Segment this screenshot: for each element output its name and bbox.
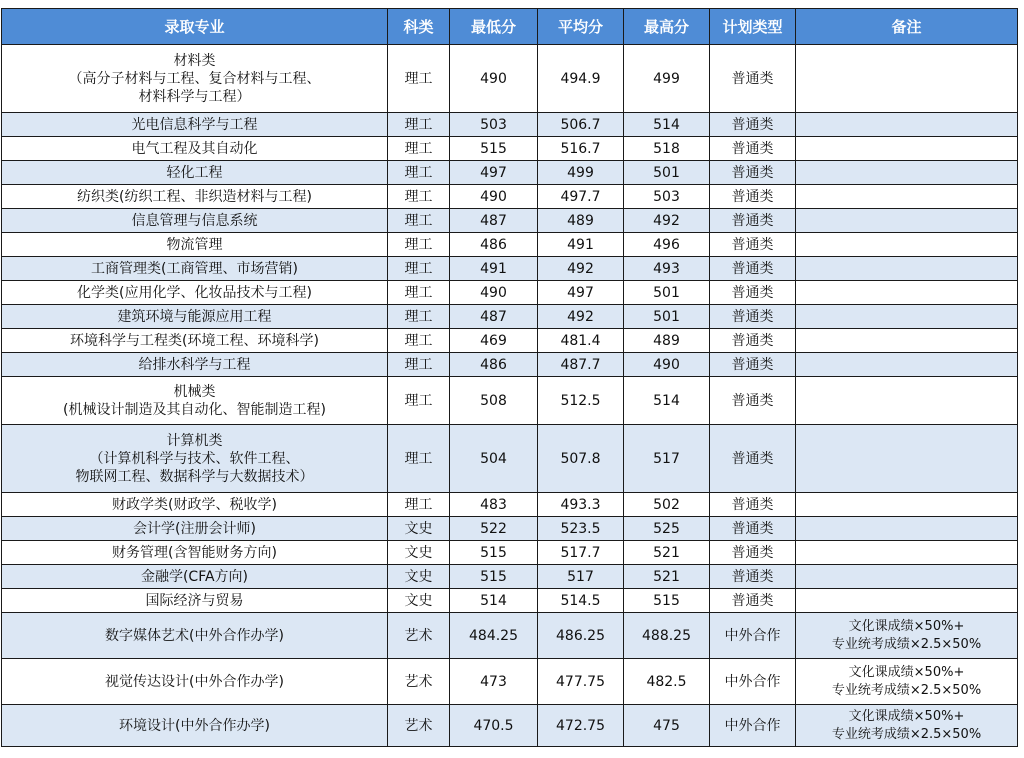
max-score-cell: 492	[624, 209, 710, 233]
table-row	[2, 233, 1018, 257]
category-cell: 理工	[388, 233, 450, 257]
major-cell: 光电信息科学与工程	[2, 113, 388, 137]
major-cell: 电气工程及其自动化	[2, 137, 388, 161]
max-score-cell: 501	[624, 161, 710, 185]
category-cell: 文史	[388, 589, 450, 613]
min-score-cell: 515	[450, 541, 538, 565]
table-row	[2, 659, 1018, 705]
major-cell: 建筑环境与能源应用工程	[2, 305, 388, 329]
avg-score-cell: 481.4	[538, 329, 624, 353]
major-cell: 环境科学与工程类(环境工程、环境科学)	[2, 329, 388, 353]
category-cell: 艺术	[388, 613, 450, 659]
table-row	[2, 113, 1018, 137]
min-score-cell: 490	[450, 281, 538, 305]
header-plan-type: 计划类型	[710, 9, 796, 45]
avg-score-cell: 487.7	[538, 353, 624, 377]
major-cell: 会计学(注册会计师)	[2, 517, 388, 541]
table-row	[2, 589, 1018, 613]
category-cell: 理工	[388, 185, 450, 209]
avg-score-cell: 489	[538, 209, 624, 233]
avg-score-cell: 514.5	[538, 589, 624, 613]
major-cell: 给排水科学与工程	[2, 353, 388, 377]
category-cell: 理工	[388, 137, 450, 161]
min-score-cell: 470.5	[450, 705, 538, 747]
max-score-cell: 499	[624, 45, 710, 113]
avg-score-cell: 523.5	[538, 517, 624, 541]
avg-score-cell: 493.3	[538, 493, 624, 517]
major-cell: 金融学(CFA方向)	[2, 565, 388, 589]
major-cell: 机械类 (机械设计制造及其自动化、智能制造工程)	[2, 377, 388, 425]
major-cell: 财政学类(财政学、税收学)	[2, 493, 388, 517]
plan-type-cell: 普通类	[710, 425, 796, 493]
note-cell	[796, 113, 1018, 137]
table-row	[2, 209, 1018, 233]
header-category: 科类	[388, 9, 450, 45]
category-cell: 理工	[388, 329, 450, 353]
avg-score-cell: 494.9	[538, 45, 624, 113]
major-cell: 物流管理	[2, 233, 388, 257]
table-row	[2, 185, 1018, 209]
min-score-cell: 503	[450, 113, 538, 137]
table-row	[2, 161, 1018, 185]
major-cell: 国际经济与贸易	[2, 589, 388, 613]
max-score-cell: 475	[624, 705, 710, 747]
max-score-cell: 515	[624, 589, 710, 613]
table-row	[2, 705, 1018, 747]
min-score-cell: 484.25	[450, 613, 538, 659]
category-cell: 艺术	[388, 659, 450, 705]
min-score-cell: 508	[450, 377, 538, 425]
category-cell: 理工	[388, 113, 450, 137]
min-score-cell: 515	[450, 565, 538, 589]
max-score-cell: 518	[624, 137, 710, 161]
avg-score-cell: 497	[538, 281, 624, 305]
plan-type-cell: 普通类	[710, 377, 796, 425]
major-cell: 轻化工程	[2, 161, 388, 185]
header-min-score: 最低分	[450, 9, 538, 45]
avg-score-cell: 492	[538, 257, 624, 281]
min-score-cell: 515	[450, 137, 538, 161]
note-cell: 文化课成绩×50%+ 专业统考成绩×2.5×50%	[796, 705, 1018, 747]
avg-score-cell: 512.5	[538, 377, 624, 425]
avg-score-cell: 492	[538, 305, 624, 329]
note-cell	[796, 305, 1018, 329]
plan-type-cell: 普通类	[710, 565, 796, 589]
plan-type-cell: 普通类	[710, 493, 796, 517]
max-score-cell: 521	[624, 565, 710, 589]
min-score-cell: 486	[450, 353, 538, 377]
plan-type-cell: 普通类	[710, 589, 796, 613]
category-cell: 理工	[388, 281, 450, 305]
plan-type-cell: 普通类	[710, 161, 796, 185]
category-cell: 文史	[388, 517, 450, 541]
avg-score-cell: 472.75	[538, 705, 624, 747]
major-cell: 信息管理与信息系统	[2, 209, 388, 233]
plan-type-cell: 普通类	[710, 517, 796, 541]
avg-score-cell: 497.7	[538, 185, 624, 209]
note-cell	[796, 161, 1018, 185]
avg-score-cell: 517	[538, 565, 624, 589]
max-score-cell: 482.5	[624, 659, 710, 705]
plan-type-cell: 普通类	[710, 185, 796, 209]
note-cell	[796, 493, 1018, 517]
note-cell	[796, 517, 1018, 541]
category-cell: 理工	[388, 353, 450, 377]
plan-type-cell: 中外合作	[710, 613, 796, 659]
avg-score-cell: 506.7	[538, 113, 624, 137]
plan-type-cell: 普通类	[710, 233, 796, 257]
table-row	[2, 613, 1018, 659]
table-row	[2, 137, 1018, 161]
avg-score-cell: 491	[538, 233, 624, 257]
min-score-cell: 469	[450, 329, 538, 353]
note-cell: 文化课成绩×50%+ 专业统考成绩×2.5×50%	[796, 659, 1018, 705]
note-cell: 文化课成绩×50%+ 专业统考成绩×2.5×50%	[796, 613, 1018, 659]
table-row	[2, 353, 1018, 377]
avg-score-cell: 477.75	[538, 659, 624, 705]
max-score-cell: 493	[624, 257, 710, 281]
min-score-cell: 473	[450, 659, 538, 705]
major-cell: 财务管理(含智能财务方向)	[2, 541, 388, 565]
admission-scores-table	[1, 8, 1018, 747]
max-score-cell: 514	[624, 377, 710, 425]
max-score-cell: 503	[624, 185, 710, 209]
note-cell	[796, 137, 1018, 161]
max-score-cell: 489	[624, 329, 710, 353]
major-cell: 环境设计(中外合作办学)	[2, 705, 388, 747]
table-row	[2, 281, 1018, 305]
min-score-cell: 504	[450, 425, 538, 493]
plan-type-cell: 普通类	[710, 305, 796, 329]
min-score-cell: 487	[450, 209, 538, 233]
plan-type-cell: 普通类	[710, 329, 796, 353]
category-cell: 文史	[388, 541, 450, 565]
max-score-cell: 514	[624, 113, 710, 137]
category-cell: 理工	[388, 209, 450, 233]
major-cell: 视觉传达设计(中外合作办学)	[2, 659, 388, 705]
plan-type-cell: 中外合作	[710, 659, 796, 705]
max-score-cell: 502	[624, 493, 710, 517]
min-score-cell: 483	[450, 493, 538, 517]
category-cell: 理工	[388, 161, 450, 185]
plan-type-cell: 普通类	[710, 257, 796, 281]
plan-type-cell: 普通类	[710, 45, 796, 113]
max-score-cell: 501	[624, 305, 710, 329]
header-max-score: 最高分	[624, 9, 710, 45]
category-cell: 文史	[388, 565, 450, 589]
major-cell: 数字媒体艺术(中外合作办学)	[2, 613, 388, 659]
max-score-cell: 490	[624, 353, 710, 377]
major-cell: 计算机类 （计算机科学与技术、软件工程、 物联网工程、数据科学与大数据技术）	[2, 425, 388, 493]
avg-score-cell: 516.7	[538, 137, 624, 161]
min-score-cell: 522	[450, 517, 538, 541]
min-score-cell: 487	[450, 305, 538, 329]
category-cell: 理工	[388, 257, 450, 281]
category-cell: 理工	[388, 425, 450, 493]
category-cell: 艺术	[388, 705, 450, 747]
category-cell: 理工	[388, 493, 450, 517]
min-score-cell: 486	[450, 233, 538, 257]
category-cell: 理工	[388, 45, 450, 113]
table-row	[2, 425, 1018, 493]
header-note: 备注	[796, 9, 1018, 45]
table-row	[2, 565, 1018, 589]
max-score-cell: 517	[624, 425, 710, 493]
avg-score-cell: 517.7	[538, 541, 624, 565]
major-cell: 化学类(应用化学、化妆品技术与工程)	[2, 281, 388, 305]
max-score-cell: 525	[624, 517, 710, 541]
max-score-cell: 521	[624, 541, 710, 565]
note-cell	[796, 377, 1018, 425]
note-cell	[796, 589, 1018, 613]
avg-score-cell: 486.25	[538, 613, 624, 659]
note-cell	[796, 281, 1018, 305]
note-cell	[796, 425, 1018, 493]
table-row	[2, 493, 1018, 517]
min-score-cell: 497	[450, 161, 538, 185]
plan-type-cell: 普通类	[710, 137, 796, 161]
category-cell: 理工	[388, 305, 450, 329]
avg-score-cell: 499	[538, 161, 624, 185]
table-row	[2, 257, 1018, 281]
category-cell: 理工	[388, 377, 450, 425]
note-cell	[796, 185, 1018, 209]
table-row	[2, 305, 1018, 329]
min-score-cell: 514	[450, 589, 538, 613]
note-cell	[796, 45, 1018, 113]
major-cell: 工商管理类(工商管理、市场营销)	[2, 257, 388, 281]
table-row	[2, 377, 1018, 425]
table-row	[2, 541, 1018, 565]
note-cell	[796, 541, 1018, 565]
header-avg-score: 平均分	[538, 9, 624, 45]
min-score-cell: 490	[450, 45, 538, 113]
plan-type-cell: 普通类	[710, 209, 796, 233]
plan-type-cell: 中外合作	[710, 705, 796, 747]
plan-type-cell: 普通类	[710, 353, 796, 377]
max-score-cell: 488.25	[624, 613, 710, 659]
note-cell	[796, 257, 1018, 281]
major-cell: 材料类 （高分子材料与工程、复合材料与工程、 材料科学与工程）	[2, 45, 388, 113]
header-row	[2, 9, 1018, 45]
plan-type-cell: 普通类	[710, 113, 796, 137]
min-score-cell: 490	[450, 185, 538, 209]
note-cell	[796, 353, 1018, 377]
avg-score-cell: 507.8	[538, 425, 624, 493]
major-cell: 纺织类(纺织工程、非织造材料与工程)	[2, 185, 388, 209]
note-cell	[796, 565, 1018, 589]
table-row	[2, 329, 1018, 353]
min-score-cell: 491	[450, 257, 538, 281]
table-row	[2, 45, 1018, 113]
max-score-cell: 496	[624, 233, 710, 257]
plan-type-cell: 普通类	[710, 541, 796, 565]
note-cell	[796, 233, 1018, 257]
table-row	[2, 517, 1018, 541]
max-score-cell: 501	[624, 281, 710, 305]
header-major: 录取专业	[2, 9, 388, 45]
plan-type-cell: 普通类	[710, 281, 796, 305]
note-cell	[796, 209, 1018, 233]
note-cell	[796, 329, 1018, 353]
